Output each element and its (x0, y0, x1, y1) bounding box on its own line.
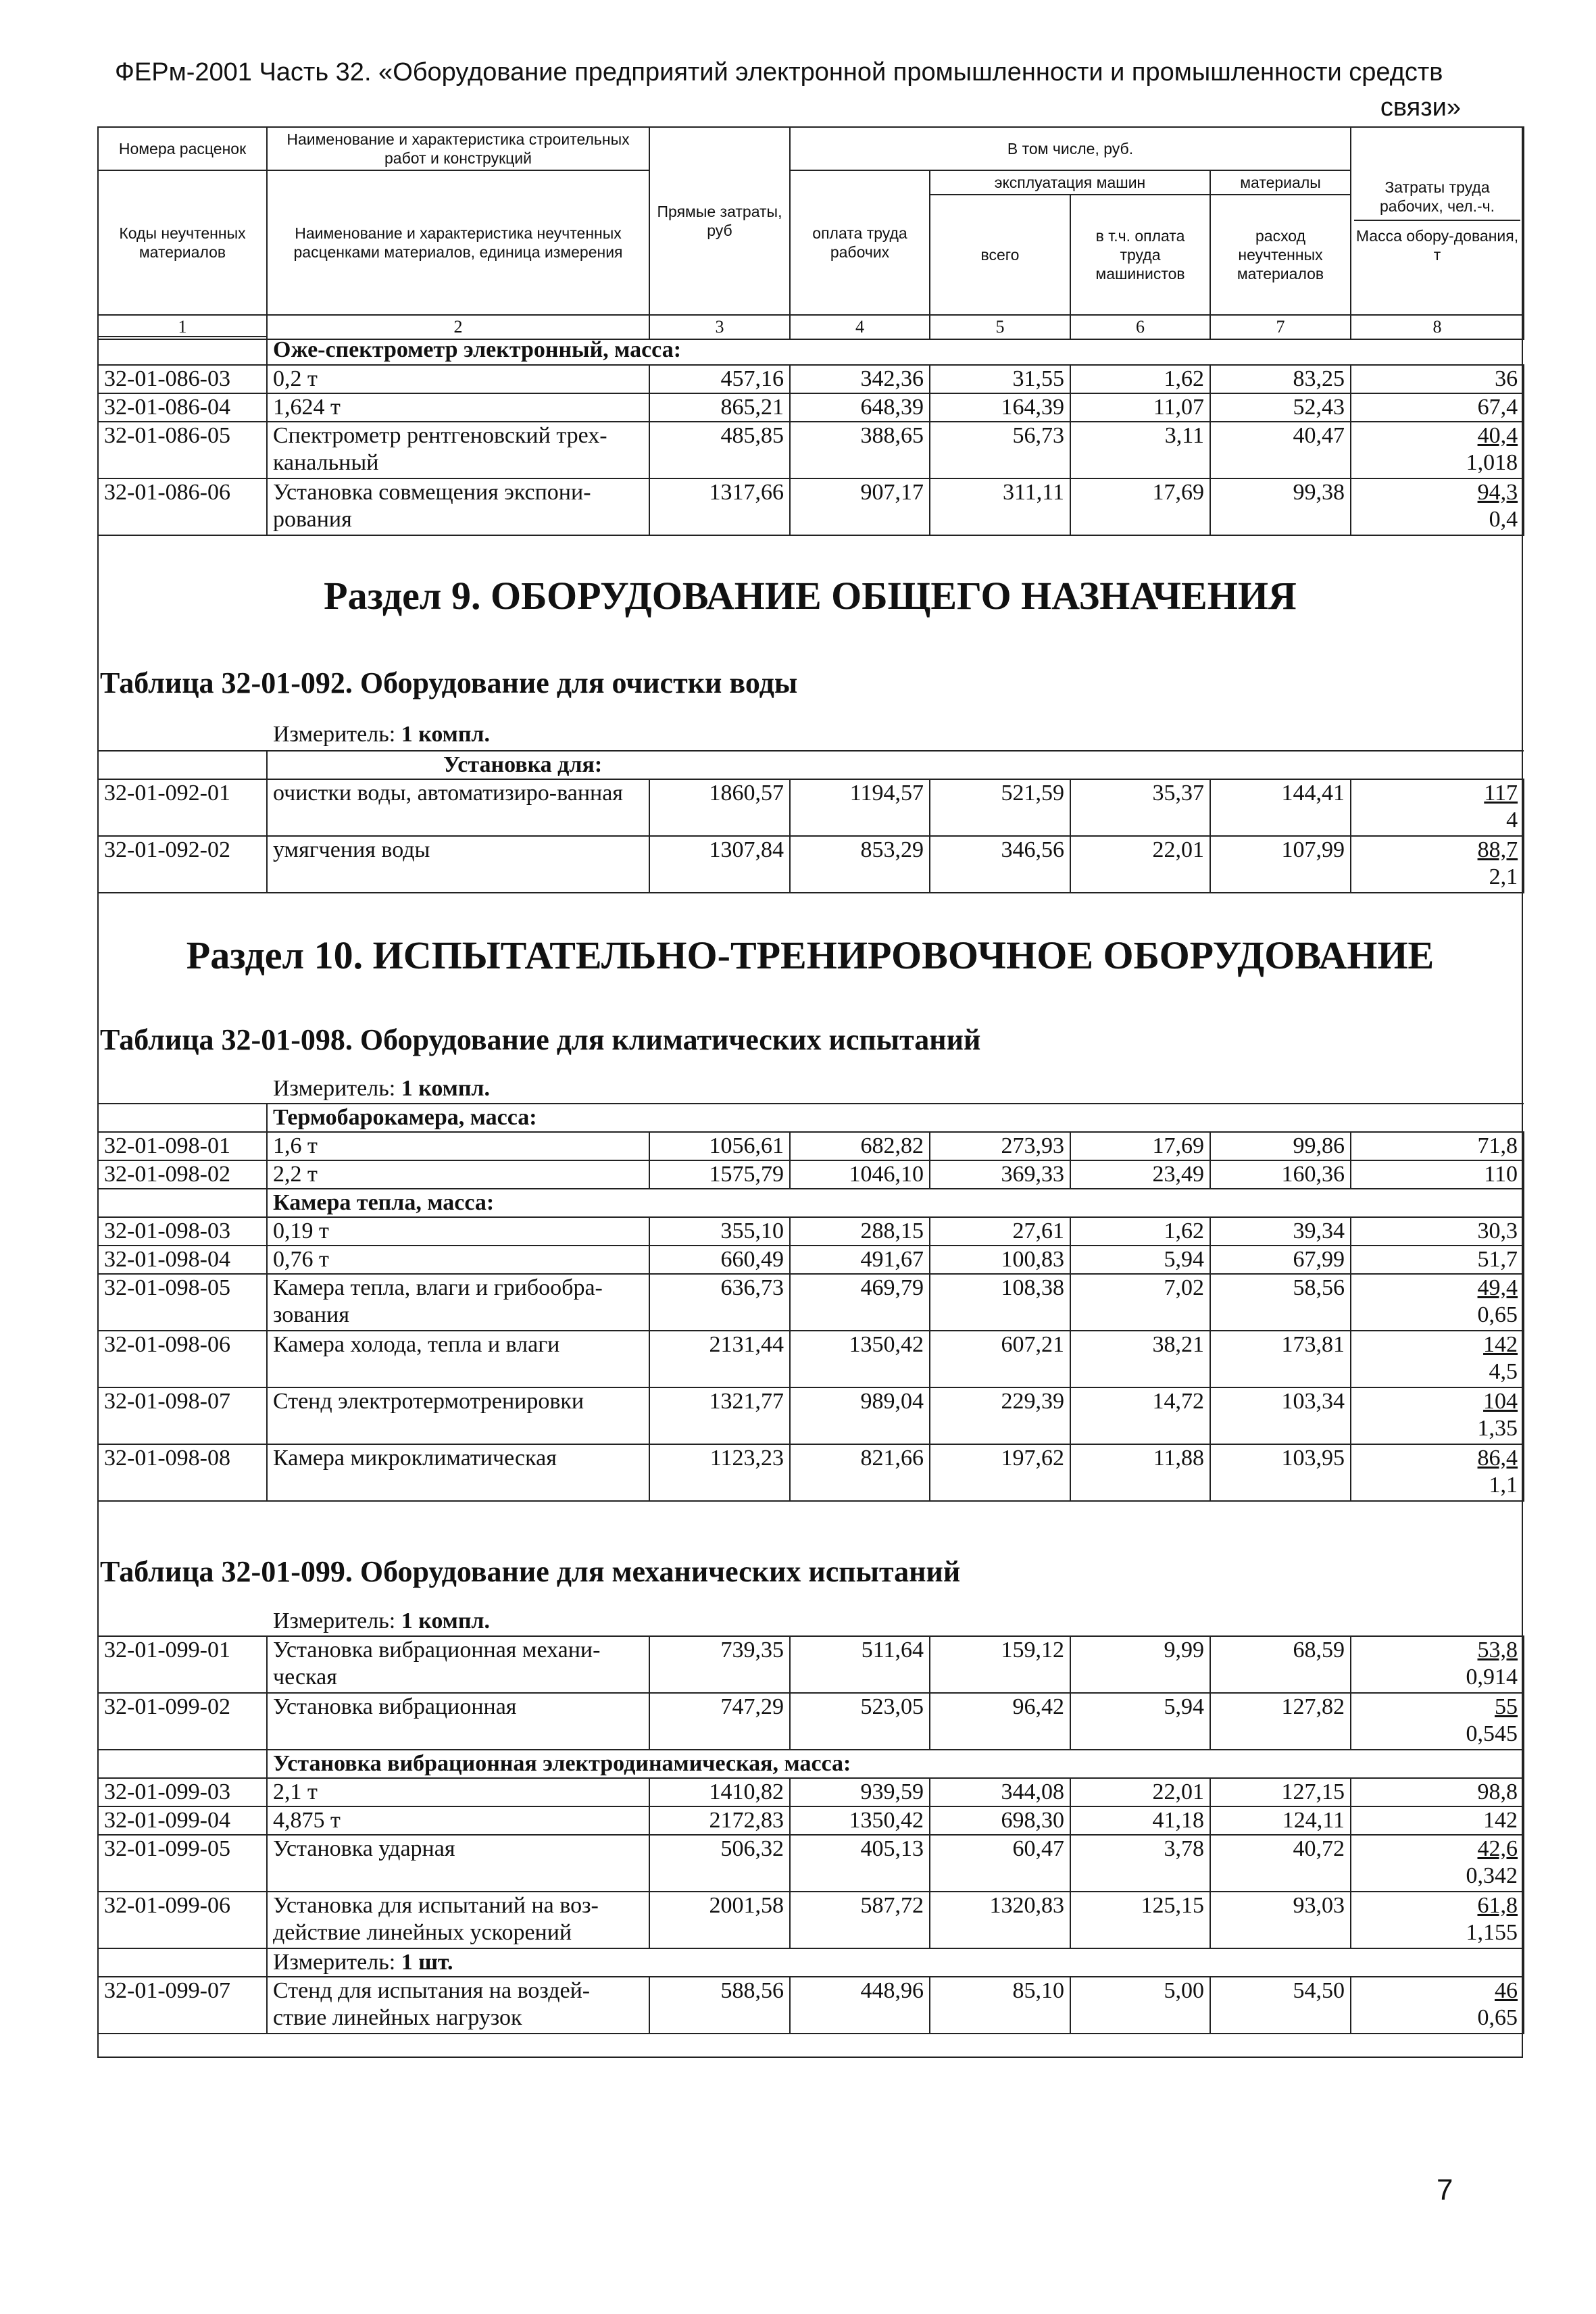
row-name: Камера микроклиматическая (267, 1444, 649, 1501)
row-labor-mass (1351, 1444, 1524, 1501)
table-row (98, 1274, 1524, 1331)
table-title: Таблица 32-01-092. Оборудование для очистки воды (100, 666, 798, 699)
row-code: 32-01-099-03 (98, 1778, 267, 1806)
row-machinist-wages: 3,78 (1070, 1835, 1210, 1892)
row-labor: 55 (1495, 1694, 1518, 1719)
row-name: Установка ударная (267, 1835, 649, 1892)
row-labor-mass (1351, 1160, 1524, 1189)
row-machines-total: 108,38 (930, 1274, 1070, 1331)
col-number: 5 (930, 315, 1070, 339)
row-direct-costs: 2001,58 (649, 1892, 790, 1948)
row-machines-total: 159,12 (930, 1636, 1070, 1693)
row-machines-total: 56,73 (930, 422, 1070, 478)
row-materials: 54,50 (1210, 1977, 1351, 2034)
table-row (98, 393, 1524, 422)
measure-label: Измеритель: (273, 722, 396, 747)
row-mass: 0,545 (1466, 1721, 1518, 1746)
row-code: 32-01-098-04 (98, 1246, 267, 1274)
col-header-codes: Номера расценок (98, 127, 267, 170)
row-direct-costs: 739,35 (649, 1636, 790, 1693)
row-wages: 491,67 (790, 1246, 930, 1274)
table-row (98, 422, 1524, 478)
row-machinist-wages: 41,18 (1070, 1806, 1210, 1835)
row-machinist-wages: 22,01 (1070, 1778, 1210, 1806)
col-number: 4 (790, 315, 930, 339)
row-labor-mass (1351, 1892, 1524, 1948)
row-materials: 99,38 (1210, 478, 1351, 535)
page-header: ФЕРм-2001 Часть 32. «Оборудование предприятий электронной промышленности и промышленности средств (115, 58, 1443, 87)
row-code: 32-01-099-06 (98, 1892, 267, 1948)
row-wages: 587,72 (790, 1892, 930, 1948)
row-mass: 0,342 (1466, 1863, 1518, 1888)
row-code: 32-01-092-01 (98, 779, 267, 836)
row-labor-mass (1351, 1331, 1524, 1387)
row-code: 32-01-092-02 (98, 836, 267, 893)
row-wages: 853,29 (790, 836, 930, 893)
table-099 (97, 1635, 1524, 2034)
row-labor-mass (1351, 365, 1524, 393)
row-code: 32-01-086-05 (98, 422, 267, 478)
row-name: 1,6 т (267, 1132, 649, 1160)
row-direct-costs: 2172,83 (649, 1806, 790, 1835)
row-labor-mass (1351, 779, 1524, 836)
row-materials: 127,82 (1210, 1693, 1351, 1750)
row-machines-total: 197,62 (930, 1444, 1070, 1501)
row-labor: 53,8 (1477, 1638, 1518, 1663)
row-labor: 94,3 (1477, 480, 1518, 505)
row-labor: 67,4 (1477, 395, 1518, 420)
col-header-total: всего (930, 195, 1070, 315)
table-title: Таблица 32-01-098. Оборудование для климатических испытаний (100, 1023, 981, 1056)
row-labor-mass (1351, 1693, 1524, 1750)
row-code: 32-01-098-08 (98, 1444, 267, 1501)
row-wages: 1046,10 (790, 1160, 930, 1189)
row-machinist-wages: 9,99 (1070, 1636, 1210, 1693)
col-header-incl: В том числе, руб. (790, 127, 1351, 170)
row-machinist-wages: 1,62 (1070, 1217, 1210, 1246)
row-machinist-wages: 5,94 (1070, 1693, 1210, 1750)
row-machines-total: 229,39 (930, 1387, 1070, 1444)
row-name: Камера холода, тепла и влаги (267, 1331, 649, 1387)
row-direct-costs: 1317,66 (649, 478, 790, 535)
row-name: Стенд для испытания на воздей-ствие линейных нагрузок (267, 1977, 649, 2034)
row-materials: 173,81 (1210, 1331, 1351, 1387)
table-row (98, 1693, 1524, 1750)
row-name: 0,76 т (267, 1246, 649, 1274)
row-mass: 1,1 (1489, 1473, 1518, 1498)
row-machines-total: 346,56 (930, 836, 1070, 893)
col-number: 8 (1351, 315, 1524, 339)
row-code: 32-01-098-01 (98, 1132, 267, 1160)
row-labor: 88,7 (1477, 837, 1518, 862)
row-mass: 0,65 (1477, 1302, 1518, 1327)
row-labor: 71,8 (1477, 1133, 1518, 1158)
row-wages: 448,96 (790, 1977, 930, 2034)
row-machines-total: 369,33 (930, 1160, 1070, 1189)
row-machinist-wages: 3,11 (1070, 422, 1210, 478)
col-number: 2 (267, 315, 649, 339)
row-materials: 103,95 (1210, 1444, 1351, 1501)
row-labor-mass (1351, 1835, 1524, 1892)
table-row (98, 1636, 1524, 1693)
measure-line (273, 1076, 490, 1102)
row-mass: 4,5 (1489, 1359, 1518, 1384)
row-name: Установка вибрационная механи-ческая (267, 1636, 649, 1693)
subheading: Установка вибрационная электродинамическая, масса: (267, 1750, 1524, 1778)
col-header-name: Наименование и характеристика строительных работ и конструкций (267, 127, 649, 170)
col-header-labor (1351, 127, 1524, 315)
row-direct-costs: 588,56 (649, 1977, 790, 2034)
measure-value: 1 компл. (401, 722, 491, 747)
row-labor: 42,6 (1477, 1836, 1518, 1861)
row-name: Спектрометр рентгеновский трех-канальный (267, 422, 649, 478)
row-machines-total: 344,08 (930, 1778, 1070, 1806)
row-labor: 98,8 (1477, 1779, 1518, 1804)
row-name: 0,2 т (267, 365, 649, 393)
row-wages: 682,82 (790, 1132, 930, 1160)
col-header-labor-top: Затраты труда рабочих, чел.-ч. (1354, 178, 1520, 221)
row-code: 32-01-086-06 (98, 478, 267, 535)
row-labor-mass (1351, 1806, 1524, 1835)
row-wages: 342,36 (790, 365, 930, 393)
section-title: Раздел 9. ОБОРУДОВАНИЕ ОБЩЕГО НАЗНАЧЕНИЯ (324, 574, 1297, 618)
row-labor: 142 (1483, 1808, 1518, 1833)
table-row (98, 365, 1524, 393)
table-row (98, 1444, 1524, 1501)
row-materials: 103,34 (1210, 1387, 1351, 1444)
table-086 (97, 336, 1524, 536)
table-row (98, 1160, 1524, 1189)
row-machinist-wages: 23,49 (1070, 1160, 1210, 1189)
table-row (98, 1331, 1524, 1387)
row-materials: 93,03 (1210, 1892, 1351, 1948)
row-labor: 49,4 (1477, 1275, 1518, 1300)
subheading: Оже-спектрометр электронный, масса: (267, 337, 1524, 365)
row-wages: 1350,42 (790, 1806, 930, 1835)
row-materials: 99,86 (1210, 1132, 1351, 1160)
col-number: 3 (649, 315, 790, 339)
row-name: 4,875 т (267, 1806, 649, 1835)
row-direct-costs: 1123,23 (649, 1444, 790, 1501)
row-labor: 86,4 (1477, 1446, 1518, 1471)
row-mass: 1,018 (1466, 450, 1518, 475)
row-code: 32-01-099-04 (98, 1806, 267, 1835)
row-machines-total: 164,39 (930, 393, 1070, 422)
row-labor: 36 (1495, 366, 1518, 391)
row-wages: 821,66 (790, 1444, 930, 1501)
row-wages: 523,05 (790, 1693, 930, 1750)
row-code: 32-01-086-04 (98, 393, 267, 422)
col-number: 6 (1070, 315, 1210, 339)
row-machinist-wages: 22,01 (1070, 836, 1210, 893)
row-direct-costs: 636,73 (649, 1274, 790, 1331)
row-wages: 405,13 (790, 1835, 930, 1892)
row-materials: 144,41 (1210, 779, 1351, 836)
row-machinist-wages: 125,15 (1070, 1892, 1210, 1948)
measure-line (273, 722, 490, 747)
col-header-machines: эксплуатация машин (930, 170, 1210, 195)
row-name: 2,1 т (267, 1778, 649, 1806)
table-row (98, 1806, 1524, 1835)
row-direct-costs: 1410,82 (649, 1778, 790, 1806)
row-materials: 67,99 (1210, 1246, 1351, 1274)
row-machinist-wages: 11,88 (1070, 1444, 1210, 1501)
measure-label: Измеритель: (273, 1076, 396, 1101)
table-row (98, 1892, 1524, 1948)
row-code: 32-01-099-07 (98, 1977, 267, 2034)
row-direct-costs: 660,49 (649, 1246, 790, 1274)
row-labor: 61,8 (1477, 1893, 1518, 1918)
row-mass: 0,914 (1466, 1665, 1518, 1690)
row-name: 2,2 т (267, 1160, 649, 1189)
row-machines-total: 100,83 (930, 1246, 1070, 1274)
row-direct-costs: 1307,84 (649, 836, 790, 893)
col-header-wages: оплата труда рабочих (790, 170, 930, 315)
row-machines-total: 1320,83 (930, 1892, 1070, 1948)
row-mass: 1,155 (1466, 1920, 1518, 1945)
row-wages: 288,15 (790, 1217, 930, 1246)
table-row (98, 779, 1524, 836)
row-code: 32-01-098-06 (98, 1331, 267, 1387)
table-row (98, 1132, 1524, 1160)
row-machines-total: 698,30 (930, 1806, 1070, 1835)
table-row (98, 1246, 1524, 1274)
row-materials: 68,59 (1210, 1636, 1351, 1693)
row-materials: 124,11 (1210, 1806, 1351, 1835)
row-direct-costs: 506,32 (649, 1835, 790, 1892)
row-machines-total: 96,42 (930, 1693, 1070, 1750)
row-materials: 107,99 (1210, 836, 1351, 893)
table-row (98, 478, 1524, 535)
row-machinist-wages: 17,69 (1070, 478, 1210, 535)
row-machines-total: 273,93 (930, 1132, 1070, 1160)
row-name: умягчения воды (267, 836, 649, 893)
table-title: Таблица 32-01-099. Оборудование для механических испытаний (100, 1555, 961, 1588)
row-labor: 117 (1484, 781, 1518, 806)
row-code: 32-01-099-05 (98, 1835, 267, 1892)
row-materials: 58,56 (1210, 1274, 1351, 1331)
row-name: Стенд электротермотренировки (267, 1387, 649, 1444)
row-labor-mass (1351, 1274, 1524, 1331)
column-header-table (97, 126, 1524, 340)
col-number: 1 (98, 315, 267, 339)
row-labor: 30,3 (1477, 1218, 1518, 1244)
row-labor-mass (1351, 1977, 1524, 2034)
row-materials: 40,47 (1210, 422, 1351, 478)
row-name: Установка вибрационная (267, 1693, 649, 1750)
row-code: 32-01-098-07 (98, 1387, 267, 1444)
row-machines-total: 311,11 (930, 478, 1070, 535)
row-wages: 648,39 (790, 393, 930, 422)
row-labor-mass (1351, 1778, 1524, 1806)
row-labor-mass (1351, 1246, 1524, 1274)
row-wages: 388,65 (790, 422, 930, 478)
subheading: Камера тепла, масса: (267, 1189, 1524, 1217)
table-092 (97, 750, 1524, 893)
row-machines-total: 607,21 (930, 1331, 1070, 1387)
measure-label: Измеритель: (273, 1950, 396, 1975)
measure-line (273, 1608, 490, 1634)
row-mass: 4 (1506, 808, 1518, 833)
row-labor-mass (1351, 1132, 1524, 1160)
row-labor: 110 (1484, 1162, 1518, 1187)
row-direct-costs: 355,10 (649, 1217, 790, 1246)
row-wages: 939,59 (790, 1778, 930, 1806)
row-materials: 127,15 (1210, 1778, 1351, 1806)
page-header-cont: связи» (1380, 93, 1461, 122)
row-machinist-wages: 11,07 (1070, 393, 1210, 422)
table-row (98, 836, 1524, 893)
row-name: Установка совмещения экспони-рования (267, 478, 649, 535)
row-machines-total: 85,10 (930, 1977, 1070, 2034)
row-machines-total: 27,61 (930, 1217, 1070, 1246)
row-labor: 104 (1483, 1389, 1518, 1414)
col-header-unlisted-codes: Коды неучтенных материалов (98, 170, 267, 315)
table-row (98, 1217, 1524, 1246)
row-code: 32-01-099-02 (98, 1693, 267, 1750)
row-wages: 1194,57 (790, 779, 930, 836)
section-title: Раздел 10. ИСПЫТАТЕЛЬНО-ТРЕНИРОВОЧНОЕ ОБОРУДОВАНИЕ (186, 933, 1435, 977)
col-header-unlisted-name: Наименование и характеристика неучтенных расценками материалов, единица измерения (267, 170, 649, 315)
row-labor-mass (1351, 836, 1524, 893)
row-wages: 469,79 (790, 1274, 930, 1331)
row-machines-total: 60,47 (930, 1835, 1070, 1892)
row-wages: 511,64 (790, 1636, 930, 1693)
row-mass: 2,1 (1489, 864, 1518, 889)
row-name: очистки воды, автоматизиро-ванная (267, 779, 649, 836)
row-wages: 907,17 (790, 478, 930, 535)
row-labor-mass (1351, 1636, 1524, 1693)
row-direct-costs: 1056,61 (649, 1132, 790, 1160)
col-header-direct-costs: Прямые затраты, руб (649, 127, 790, 315)
row-labor: 46 (1495, 1978, 1518, 2003)
row-code: 32-01-098-02 (98, 1160, 267, 1189)
row-machinist-wages: 35,37 (1070, 779, 1210, 836)
table-row (98, 1835, 1524, 1892)
row-machinist-wages: 38,21 (1070, 1331, 1210, 1387)
row-mass: 0,65 (1477, 2005, 1518, 2030)
col-header-machinist-wages: в т.ч. оплата труда машинистов (1070, 195, 1210, 315)
row-mass: 1,35 (1477, 1416, 1518, 1441)
measure-line (267, 1948, 1524, 1977)
row-direct-costs: 747,29 (649, 1693, 790, 1750)
row-direct-costs: 865,21 (649, 393, 790, 422)
row-machinist-wages: 7,02 (1070, 1274, 1210, 1331)
col-header-mass: Масса обору-дования, т (1355, 227, 1519, 264)
row-labor: 142 (1483, 1332, 1518, 1357)
row-machinist-wages: 17,69 (1070, 1132, 1210, 1160)
table-098 (97, 1103, 1524, 1502)
col-header-unlisted-use: расход неучтенных материалов (1210, 195, 1351, 315)
measure-label: Измеритель: (273, 1608, 396, 1633)
table-row (98, 1977, 1524, 2034)
row-labor-mass (1351, 1217, 1524, 1246)
row-wages: 989,04 (790, 1387, 930, 1444)
row-materials: 83,25 (1210, 365, 1351, 393)
measure-value: 1 компл. (401, 1076, 491, 1101)
row-code: 32-01-098-03 (98, 1217, 267, 1246)
row-labor-mass (1351, 422, 1524, 478)
table-row (98, 1778, 1524, 1806)
subheading: Термобарокамера, масса: (267, 1104, 1524, 1132)
col-number: 7 (1210, 315, 1351, 339)
row-labor-mass (1351, 1387, 1524, 1444)
row-name: 1,624 т (267, 393, 649, 422)
row-machinist-wages: 14,72 (1070, 1387, 1210, 1444)
table-row (98, 1387, 1524, 1444)
subheading: Установка для: (267, 751, 1524, 779)
row-direct-costs: 485,85 (649, 422, 790, 478)
row-code: 32-01-086-03 (98, 365, 267, 393)
measure-value: 1 шт. (401, 1950, 453, 1975)
row-materials: 160,36 (1210, 1160, 1351, 1189)
row-name: Установка для испытаний на воз-действие линейных ускорений (267, 1892, 649, 1948)
row-name: 0,19 т (267, 1217, 649, 1246)
row-direct-costs: 1321,77 (649, 1387, 790, 1444)
page-number: 7 (1437, 2173, 1453, 2207)
row-machines-total: 31,55 (930, 365, 1070, 393)
row-wages: 1350,42 (790, 1331, 930, 1387)
row-direct-costs: 2131,44 (649, 1331, 790, 1387)
row-name: Камера тепла, влаги и грибообра-зования (267, 1274, 649, 1331)
row-machinist-wages: 5,00 (1070, 1977, 1210, 2034)
row-code: 32-01-098-05 (98, 1274, 267, 1331)
row-direct-costs: 457,16 (649, 365, 790, 393)
row-labor: 51,7 (1477, 1247, 1518, 1272)
row-code: 32-01-099-01 (98, 1636, 267, 1693)
row-machinist-wages: 1,62 (1070, 365, 1210, 393)
row-labor-mass (1351, 393, 1524, 422)
row-direct-costs: 1860,57 (649, 779, 790, 836)
row-direct-costs: 1575,79 (649, 1160, 790, 1189)
col-header-materials: материалы (1210, 170, 1351, 195)
row-materials: 40,72 (1210, 1835, 1351, 1892)
row-labor: 40,4 (1477, 423, 1518, 448)
row-materials: 39,34 (1210, 1217, 1351, 1246)
measure-value: 1 компл. (401, 1608, 491, 1633)
row-machinist-wages: 5,94 (1070, 1246, 1210, 1274)
row-mass: 0,4 (1489, 507, 1518, 532)
row-machines-total: 521,59 (930, 779, 1070, 836)
row-materials: 52,43 (1210, 393, 1351, 422)
row-labor-mass (1351, 478, 1524, 535)
